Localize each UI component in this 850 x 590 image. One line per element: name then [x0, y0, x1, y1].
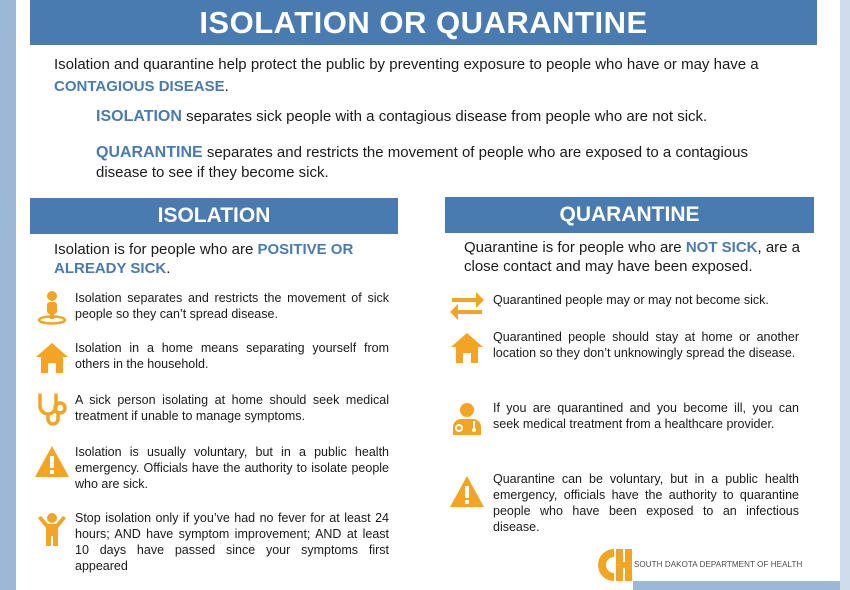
- quarantine-header-label: QUARANTINE: [559, 203, 700, 226]
- person-location-icon: [34, 289, 70, 325]
- quarantine-header: [445, 197, 814, 233]
- page-title: ISOLATION OR QUARANTINE: [199, 4, 648, 40]
- isolation-lead-highlight: POSITIVE OR ALREADY SICK: [54, 241, 354, 277]
- quarantine-lead-text: Quarantine is for people who are: [464, 239, 686, 256]
- intro-highlight: CONTAGIOUS DISEASE: [54, 78, 225, 95]
- intro-text: Isolation and quarantine help protect the public by preventing exposure to people who have or may have a: [54, 56, 759, 73]
- quarantine-lead: [464, 238, 814, 276]
- isolation-item-3: A sick person isolating at home should seek medical treatment if unable to manage symptoms.: [75, 393, 389, 423]
- house-icon: [34, 340, 70, 376]
- warning-icon: [449, 474, 485, 510]
- quarantine-lead-highlight: NOT SICK: [685, 239, 758, 256]
- exchange-arrows-icon: [449, 288, 485, 324]
- isolation-item-1: Isolation separates and restricts the movement of sick people so they can’t spread disease.: [75, 291, 389, 321]
- isolation-item-2: Isolation in a home means separating yourself from others in the household.: [75, 341, 389, 371]
- title-banner: [30, 0, 817, 45]
- isolation-lead: [54, 240, 394, 278]
- quarantine-item-2: Quarantined people should stay at home or another location so they don’t unknowingly spread the disease.: [493, 330, 799, 360]
- department-name: SOUTH DAKOTA DEPARTMENT OF HEALTH: [634, 560, 803, 569]
- stethoscope-icon: [34, 392, 70, 428]
- house-icon: [449, 330, 485, 366]
- left-decorative-stripe: [0, 0, 16, 590]
- person-arms-up-icon: [34, 512, 70, 548]
- isolation-lead-text: Isolation is for people who are: [54, 241, 258, 258]
- right-decorative-stripe: [840, 0, 850, 590]
- quarantine-item-3: If you are quarantined and you become ill, you can seek medical treatment from a healthcare provider.: [493, 401, 799, 431]
- quarantine-item-1: Quarantined people may or may not become sick.: [493, 293, 769, 307]
- isolation-term: ISOLATION: [96, 108, 182, 125]
- isolation-item-4: Isolation is usually voluntary, but in a public health emergency. Officials have the authority to isolate people who are sick.: [75, 445, 389, 491]
- isolation-definition: [96, 107, 796, 127]
- intro-end: .: [224, 78, 229, 95]
- quarantine-definition-text: separates and restricts the movement of people who are exposed to a contagious disease to see if they become sick.: [96, 144, 748, 181]
- isolation-header: [30, 198, 398, 234]
- quarantine-definition: [96, 143, 796, 183]
- isolation-header-label: ISOLATION: [157, 204, 271, 227]
- warning-icon: [34, 444, 70, 480]
- quarantine-item-4: Quarantine can be voluntary, but in a public health emergency, officials have the authority to quarantine people who have been exposed to an infectious disease.: [493, 472, 799, 534]
- isolation-item-5: Stop isolation only if you’ve had no fever for at least 24 hours; AND have symptom improvement; AND at least 10 days have passed since your symptoms first appeared: [75, 511, 389, 573]
- intro-paragraph: [54, 54, 814, 98]
- department-logo: [592, 546, 636, 584]
- isolation-definition-text: separates sick people with a contagious disease from people who are not sick.: [181, 108, 708, 125]
- doctor-icon: [449, 401, 485, 437]
- quarantine-term: QUARANTINE: [96, 144, 203, 161]
- quarantine-lead-end: , are a close contact and may have been exposed.: [464, 239, 801, 275]
- bottom-decorative-bar: [633, 581, 840, 590]
- isolation-lead-end: .: [166, 260, 171, 277]
